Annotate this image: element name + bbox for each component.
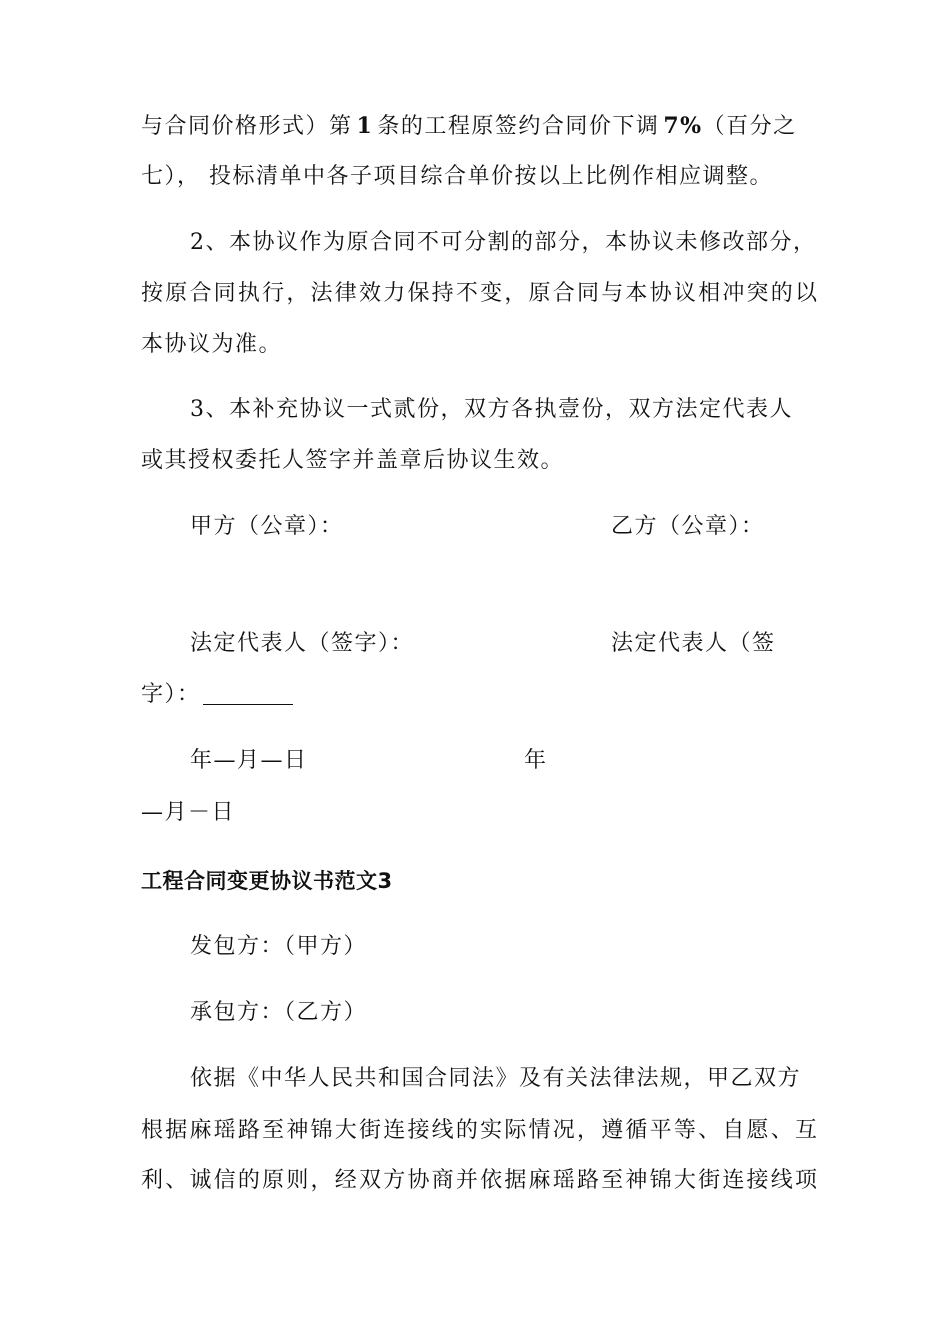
body-line2: 根据麻瑶路至神锦大街连接线的实际情况，遵循平等、自愿、互 [141,1118,817,1143]
signature-underline[interactable] [203,682,293,705]
party-a-date: 年—月—日 [190,748,308,773]
party-b-representative-label-cont [141,680,293,710]
clause1-text-a: 与合同价格形式）第 [141,114,353,139]
party-b-seal-label: 乙方（公章）： [611,514,765,539]
body-line1: 依据《中华人民共和国合同法》及有关法律法规，甲乙双方 [190,1066,802,1091]
party-a-seal-label: 甲方（公章）： [190,514,344,539]
clause1-article-number: 1 [356,113,374,139]
party-b-rep-text: 字）： [141,682,201,707]
clause1-percentage: 7% [663,113,703,139]
party-b-date-rest: —月－日 [141,800,236,825]
clause3-line2: 或其授权委托人签字并盖章后协议生效。 [141,448,565,473]
clause2-line3: 本协议为准。 [141,332,283,357]
body-line3: 利、诚信的原则，经双方协商并依据麻瑶路至神锦大街连接线项 [141,1168,817,1193]
section-title: 工程合同变更协议书范文3 [141,869,393,893]
clause1-text-b: 条的工程原签约合同价下调 [377,114,660,139]
clause1-line2: 七）， 投标清单中各子项目综合单价按以上比例作相应调整。 [141,164,773,189]
clause2-line1: 2、本协议作为原合同不可分割的部分，本协议未修改部分， [190,230,817,255]
party-a-representative-label: 法定代表人（签字）： [190,631,415,656]
contractor-label: 承包方：（乙方） [190,1000,368,1025]
clause3-line1: 3、本补充协议一式贰份，双方各执壹份，双方法定代表人 [190,397,793,422]
party-b-representative-label: 法定代表人（签 [611,631,776,656]
employer-label: 发包方：（甲方） [190,934,368,959]
clause1-line1 [141,111,797,142]
party-b-date-year: 年 [524,748,548,773]
clause2-line2: 按原合同执行，法律效力保持不变，原合同与本协议相冲突的以 [141,281,817,306]
clause1-text-c: （百分之 [702,114,797,139]
